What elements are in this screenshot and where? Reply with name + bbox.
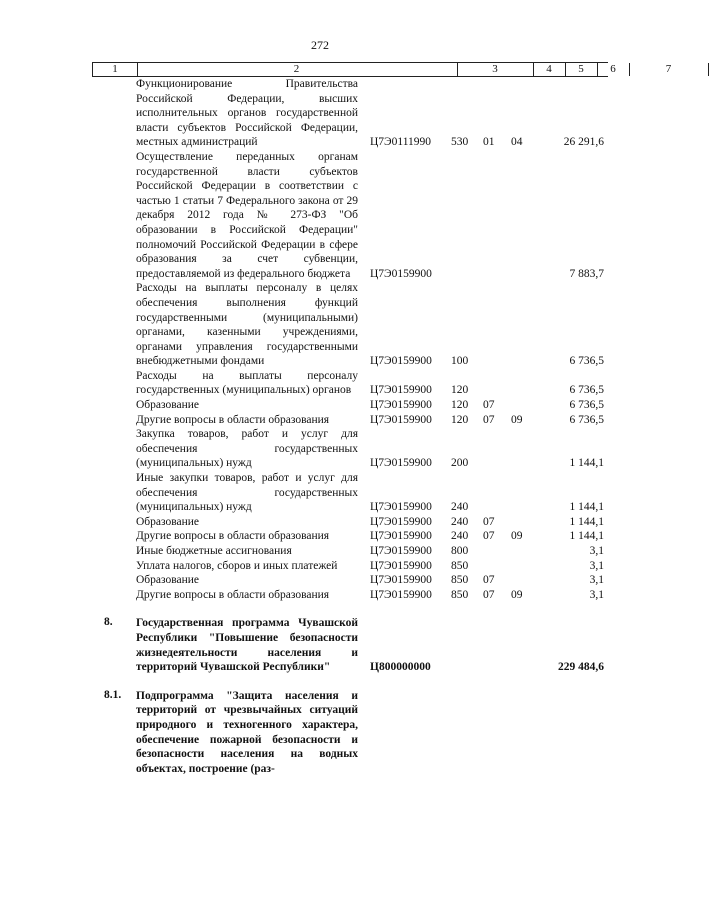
expense-type-code: 240 xyxy=(451,530,469,543)
table-row xyxy=(0,427,640,471)
amount: 6 736,5 xyxy=(569,355,604,368)
table-row xyxy=(0,544,640,559)
table-row xyxy=(0,413,640,428)
expense-type-code: 120 xyxy=(451,413,469,426)
table-row xyxy=(0,559,640,574)
subsection-code: 09 xyxy=(511,588,523,601)
subsection-code: 04 xyxy=(511,136,523,149)
row-name: Образование xyxy=(136,574,200,587)
row-name: Образование xyxy=(136,399,200,412)
expense-type-code: 120 xyxy=(451,399,469,412)
target-article-code: Ц7Э0159900 xyxy=(370,559,432,572)
expense-type-code: 100 xyxy=(451,355,469,368)
expense-type-code: 240 xyxy=(451,515,469,528)
table-header xyxy=(92,62,672,77)
row-name: Иные закупки товаров, работ и услуг для обеспечения государственных (муниципальных) нужд xyxy=(136,472,358,514)
table-row xyxy=(0,529,640,544)
amount: 26 291,6 xyxy=(563,136,604,149)
page-number: 272 xyxy=(311,38,329,52)
target-article-code: Ц7Э0159900 xyxy=(370,530,432,543)
expense-type-code: 530 xyxy=(451,136,469,149)
row-name: Иные бюджетные ассигнования xyxy=(136,545,292,557)
row-name: Функционирование Правительства Российской Федерации, высших исполнительных органов государственной власти субъектов Российской Федерации, местных администраций xyxy=(136,78,358,149)
target-article-code: Ц800000000 xyxy=(370,661,431,674)
column-header-1: 1 xyxy=(92,63,138,76)
table-row xyxy=(0,616,640,674)
section-code: 07 xyxy=(483,574,495,587)
target-article-code: Ц7Э0159900 xyxy=(370,545,432,557)
row-name: Уплата налогов, сборов и иных платежей xyxy=(136,559,338,572)
amount: 3,1 xyxy=(589,545,604,557)
target-article-code: Ц7Э0159900 xyxy=(370,457,432,470)
row-name: Закупка товаров, работ и услуг для обеспечения государственных (муниципальных) нужд xyxy=(136,428,358,470)
amount: 1 144,1 xyxy=(569,515,604,528)
row-name: Осуществление переданных органам государственной власти субъектов Российской Федерации в соответствии с частью 1 статьи 7 Федерального закона от 29 декабря 2012 года № 273-ФЗ "Об образовании в Российской Федерации" полномочий Российской Федерации в сфере образования за счет субвенции, предоставляемой из федерального бюджета xyxy=(136,150,358,280)
column-header-4: 4 xyxy=(533,63,566,76)
column-header-5: 5 xyxy=(565,63,598,76)
amount: 3,1 xyxy=(589,588,604,601)
expense-type-code: 850 xyxy=(451,588,469,601)
table-row xyxy=(0,369,640,398)
row-name: Расходы на выплаты персоналу в целях обеспечения выполнения функций государственными (муниципальными) органами, казенными учреждениями, органами управления государственными внебюджетными фондами xyxy=(136,282,358,368)
table-row xyxy=(0,77,640,150)
table-row xyxy=(0,588,640,603)
table-row xyxy=(0,515,640,530)
expense-type-code: 240 xyxy=(451,501,469,514)
row-name: Образование xyxy=(136,515,200,528)
expense-type-code: 850 xyxy=(451,574,469,587)
amount: 1 144,1 xyxy=(569,530,604,543)
target-article-code: Ц7Э0159900 xyxy=(370,574,432,587)
target-article-code: Ц7Э0111990 xyxy=(370,136,432,149)
amount: 1 144,1 xyxy=(569,501,604,514)
section-code: 01 xyxy=(483,136,495,149)
expense-type-code: 800 xyxy=(451,545,469,557)
target-article-code: Ц7Э0159900 xyxy=(370,501,432,514)
table-row xyxy=(0,471,640,515)
row-number: 8.1. xyxy=(104,688,122,701)
row-name: Другие вопросы в области образования xyxy=(136,530,330,543)
section-code: 07 xyxy=(483,530,495,543)
target-article-code: Ц7Э0159900 xyxy=(370,384,432,397)
amount: 3,1 xyxy=(589,574,604,587)
subsection-code: 09 xyxy=(511,413,523,426)
amount: 229 484,6 xyxy=(558,661,604,674)
amount: 6 736,5 xyxy=(569,399,604,412)
expense-type-code: 200 xyxy=(451,457,469,470)
row-name: Другие вопросы в области образования xyxy=(136,413,330,426)
row-name: Другие вопросы в области образования xyxy=(136,588,330,601)
row-name: Государственная программа Чувашской Республики "Повышение безопасности жизнедеятельности населения и территорий Чувашской Республики" xyxy=(136,617,358,674)
table-row xyxy=(0,150,640,281)
column-header-2: 2 xyxy=(136,63,458,76)
subsection-code: 09 xyxy=(511,530,523,543)
target-article-code: Ц7Э0159900 xyxy=(370,413,432,426)
table-row xyxy=(0,281,640,369)
row-number: 8. xyxy=(104,616,113,629)
table-row xyxy=(0,573,640,588)
row-name: Расходы на выплаты персоналу государственных (муниципальных) органов xyxy=(136,369,358,397)
expense-type-code: 850 xyxy=(451,559,469,572)
budget-table-body xyxy=(0,77,640,776)
amount: 6 736,5 xyxy=(569,384,604,397)
target-article-code: Ц7Э0159900 xyxy=(370,515,432,528)
expense-type-code: 120 xyxy=(451,384,469,397)
section-code: 07 xyxy=(483,588,495,601)
amount: 1 144,1 xyxy=(569,457,604,470)
column-header-3: 3 xyxy=(457,63,534,76)
column-header-7: 7 xyxy=(629,63,709,76)
table-row xyxy=(0,398,640,413)
row-name: Подпрограмма "Защита населения и территорий от чрезвычайных ситуаций природного и техногенного характера, обеспечение пожарной безопасности и безопасности населения на водных объектах, построение (раз- xyxy=(136,689,358,775)
target-article-code: Ц7Э0159900 xyxy=(370,355,432,368)
amount: 7 883,7 xyxy=(569,267,604,280)
section-code: 07 xyxy=(483,399,495,412)
target-article-code: Ц7Э0159900 xyxy=(370,588,432,601)
section-code: 07 xyxy=(483,515,495,528)
amount: 6 736,5 xyxy=(569,413,604,426)
amount: 3,1 xyxy=(589,559,604,572)
target-article-code: Ц7Э0159900 xyxy=(370,267,432,280)
section-code: 07 xyxy=(483,413,495,426)
column-header-6: 6 xyxy=(597,63,630,76)
target-article-code: Ц7Э0159900 xyxy=(370,399,432,412)
table-row xyxy=(0,689,640,777)
